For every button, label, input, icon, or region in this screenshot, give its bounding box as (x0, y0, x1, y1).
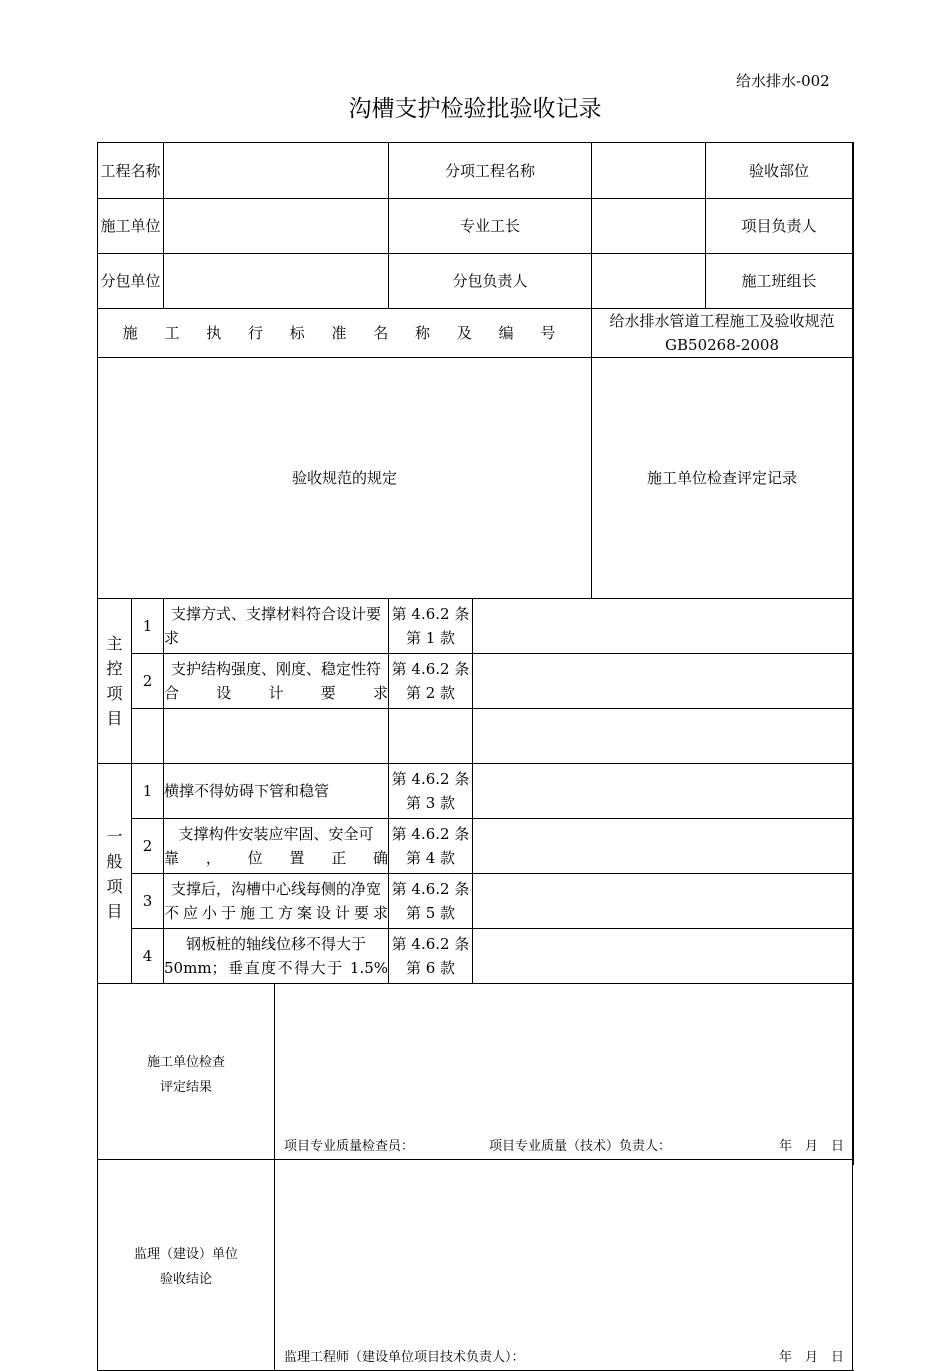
construction-unit-label: 施工单位 (98, 199, 164, 254)
construction-record-cell[interactable] (473, 764, 853, 819)
item-clause-article: 第 4.6.2 条 (391, 770, 470, 788)
acceptance-part-label: 验收部位 (706, 143, 853, 199)
supervision-conclusion-row (98, 1160, 853, 1371)
item-clause-paragraph: 第 6 款 (405, 959, 456, 977)
engineer-label: 监理工程师（建设单位项目技术负责人）： (284, 1350, 525, 1365)
item-clause (389, 929, 473, 984)
construction-result-row (98, 984, 853, 1160)
result-divider (274, 984, 275, 1160)
item-clause-article: 第 4.6.2 条 (391, 825, 470, 843)
item-clause-paragraph: 第 2 款 (405, 684, 456, 702)
construction-signature-line (284, 1137, 844, 1157)
item-clause-article: 第 4.6.2 条 (391, 935, 470, 953)
supervision-conclusion-cell[interactable] (98, 1160, 853, 1371)
project-name-field[interactable] (164, 143, 389, 199)
general-items-label: 一般项目 (98, 764, 132, 984)
construction-record-cell[interactable] (473, 819, 853, 874)
subcontract-unit-label: 分包单位 (98, 254, 164, 309)
inspector-label: 项目专业质量检查员： (284, 1139, 415, 1154)
item-number: 2 (132, 654, 164, 709)
sub-project-field[interactable] (592, 143, 706, 199)
form-code: 给水排水-002 (736, 72, 830, 90)
item-number: 1 (132, 764, 164, 819)
construction-result-label (98, 1050, 274, 1100)
main-item-row-empty (98, 709, 853, 764)
construction-result-label-line2: 评定结果 (159, 1080, 212, 1095)
main-items-label: 主控项目 (98, 599, 132, 764)
item-clause-paragraph: 第 4 款 (405, 849, 456, 867)
general-item-row (98, 929, 853, 984)
item-number: 2 (132, 819, 164, 874)
construction-date: 年 月 日 (779, 1139, 845, 1154)
item-clause (389, 654, 473, 709)
standard-label: 施 工 执 行 标 准 名 称 及 编 号 (98, 309, 592, 358)
construction-result-cell[interactable] (98, 984, 853, 1160)
construction-result-label-line1: 施工单位检查 (146, 1055, 225, 1070)
item-clause (389, 764, 473, 819)
construction-record-header: 施工单位检查评定记录 (592, 358, 853, 599)
item-clause-article: 第 4.6.2 条 (391, 660, 470, 678)
conclusion-divider (274, 1160, 275, 1371)
construction-record-cell[interactable] (473, 709, 853, 764)
item-clause (389, 819, 473, 874)
supervision-conclusion-label (98, 1242, 274, 1292)
quality-manager-label: 项目专业质量（技术）负责人： (489, 1139, 672, 1154)
item-description: 支撑后，沟槽中心线每侧的净宽不应小于施工方案设计要求 (164, 874, 389, 929)
item-clause-paragraph: 第 5 款 (405, 904, 456, 922)
item-number: 3 (132, 874, 164, 929)
item-description: 支撑构件安装应牢固、安全可靠，位置正确 (164, 819, 389, 874)
item-clause-empty (389, 709, 473, 764)
project-manager-label: 项目负责人 (706, 199, 853, 254)
item-clause-paragraph: 第 3 款 (405, 794, 456, 812)
item-description: 钢板桩的轴线位移不得大于 50mm；垂直度不得大于 1.5% (164, 929, 389, 984)
construction-unit-field[interactable] (164, 199, 389, 254)
sub-project-label: 分项工程名称 (389, 143, 592, 199)
inspection-form-table (97, 142, 853, 1371)
supervision-conclusion-label-line1: 监理（建设）单位 (133, 1247, 238, 1262)
supervision-signature-line (284, 1348, 844, 1368)
header-row-construction-unit (98, 199, 853, 254)
item-clause (389, 599, 473, 654)
page-title: 沟槽支护检验批验收记录 (348, 96, 602, 122)
item-description: 支护结构强度、刚度、稳定性符合设计要求 (164, 654, 389, 709)
project-name-label: 工程名称 (98, 143, 164, 199)
general-item-row (98, 874, 853, 929)
subcontract-manager-label: 分包负责人 (389, 254, 592, 309)
main-item-row (98, 654, 853, 709)
construction-record-cell[interactable] (473, 599, 853, 654)
standard-row (98, 309, 853, 358)
construction-record-cell[interactable] (473, 929, 853, 984)
construction-record-cell[interactable] (473, 874, 853, 929)
team-leader-label: 施工班组长 (706, 254, 853, 309)
main-item-row (98, 599, 853, 654)
item-clause-article: 第 4.6.2 条 (391, 605, 470, 623)
spec-column-header: 验收规范的规定 (98, 358, 592, 599)
item-description: 横撑不得妨碍下管和稳管 (164, 764, 389, 819)
subcontract-unit-field[interactable] (164, 254, 389, 309)
item-number: 4 (132, 929, 164, 984)
item-clause-article: 第 4.6.2 条 (391, 880, 470, 898)
item-description: 支撑方式、支撑材料符合设计要求 (164, 599, 389, 654)
item-clause (389, 874, 473, 929)
item-number-empty (132, 709, 164, 764)
item-description-empty (164, 709, 389, 764)
general-item-row (98, 764, 853, 819)
subcontract-manager-field[interactable] (592, 254, 706, 309)
foreman-field[interactable] (592, 199, 706, 254)
item-number: 1 (132, 599, 164, 654)
supervision-date: 年 月 日 (779, 1350, 845, 1365)
header-row-subcontract (98, 254, 853, 309)
item-clause-paragraph: 第 1 款 (405, 629, 456, 647)
standard-value: 给水排水管道工程施工及验收规范 GB50268-2008 (592, 309, 853, 358)
column-header-row (98, 358, 853, 599)
general-item-row (98, 819, 853, 874)
foreman-label: 专业工长 (389, 199, 592, 254)
supervision-conclusion-label-line2: 验收结论 (159, 1272, 212, 1287)
construction-record-cell[interactable] (473, 654, 853, 709)
header-row-project (98, 143, 853, 199)
